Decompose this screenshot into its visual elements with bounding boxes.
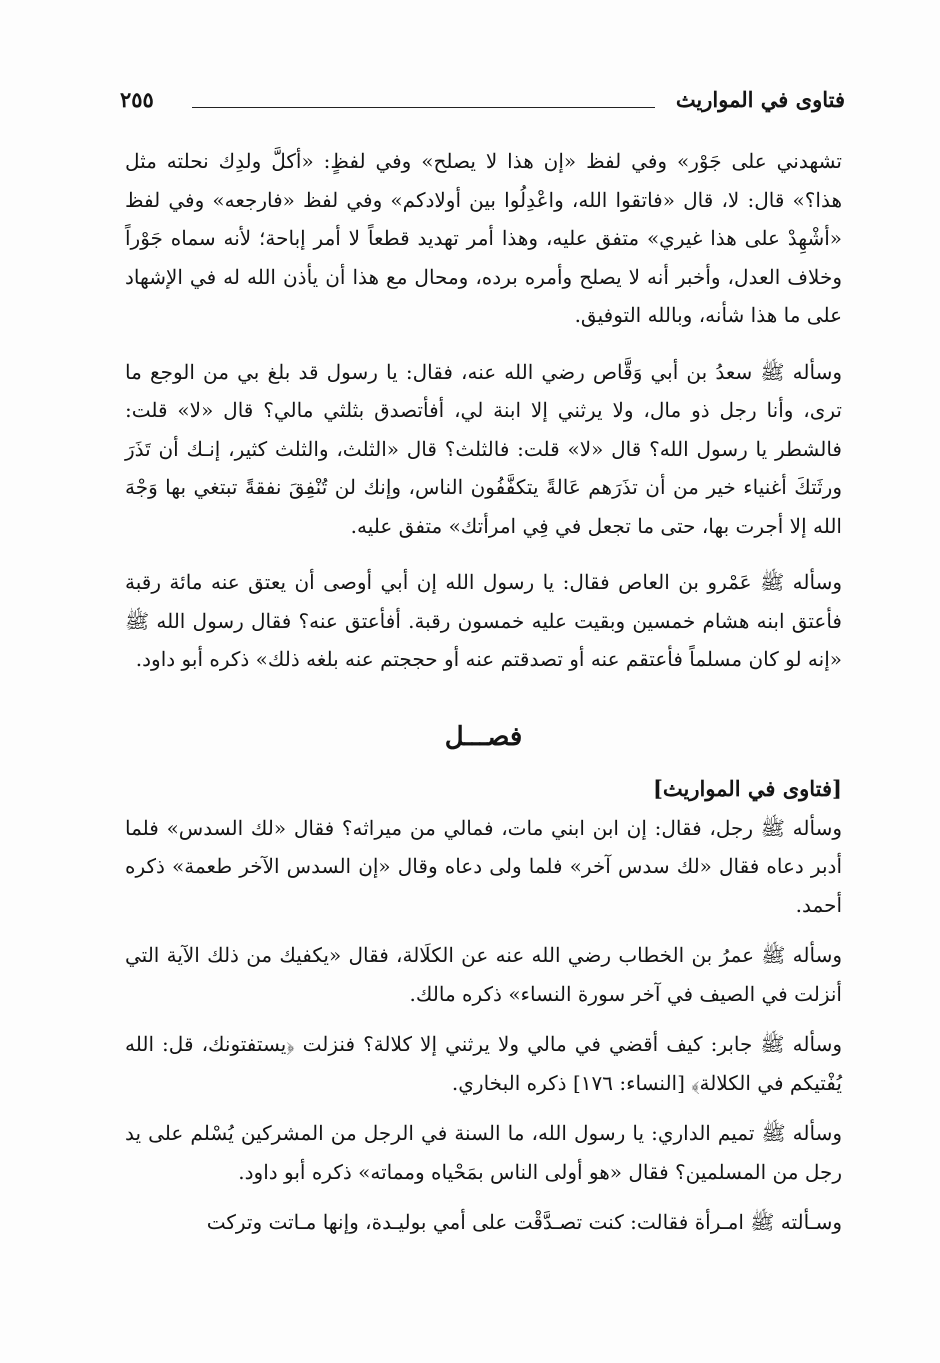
paragraph: وسأله ﷺ عمرُ بن الخطاب رضي الله عنه عن الكلَالة، فقال «يكفيك من ذلك الآية التي أنزلت في الصيف في آخر سورة النساء» ذكره مالك. bbox=[125, 943, 843, 1006]
header-rule bbox=[192, 107, 655, 108]
paragraph: وسأله ﷺ عَمْرو بن العاص فقال: يا رسول الله إن أبي أوصى أن يعتق عنه مائة رقبة فأعتق ابنه هشام خمسين وبقيت عليه خمسون رقبة. أفأعتق عنه؟ فقال رسول الله ﷺ «إنه لو كان مسلماً فأعتقم عنه أو تصدقتم عنه أو حججتم عنه بلغه ذلك» ذكره أبو داود. bbox=[125, 570, 842, 671]
page-header bbox=[120, 86, 845, 120]
paragraph: وسأله ﷺ جابر: كيف أقضي في مالي ولا يرثني إلا كلالة؟ فنزلت ﴿يستفتونك، قل: الله يُفْتيكم في الكلالة﴾ [النساء: ١٧٦] ذكره البخاري. bbox=[125, 1032, 842, 1095]
paragraph: وسأله ﷺ رجل، فقال: إن ابن ابني مات، فمالي من ميراثه؟ فقال «لك السدس» فلما أدبر دعاه فقال «لك سدس آخر» فلما ولى دعاه وقال «إن السدس الآخر طعمة» ذكره أحمد. bbox=[125, 815, 842, 917]
subsection-title: [فتاوى في المواريث] bbox=[652, 775, 842, 801]
paragraph: وسأله ﷺ سعدُ بن أبي وَقَّاص رضي الله عنه، فقال: يا رسول قد بلغ بي من الوجع ما ترى، وأنا رجل ذو مال، ولا يرثني إلا ابنة لي، أفأتصدق بثلثي مالي؟ قال «لا» قلت: فالشطر يا رسول الله؟ قال «لا» قلت: فالثلث؟ قال «الثلث، والثلث كثير، إنـك أن تَذَرَ ورثَتكَ أغنياء خير من أن تذَرَهم عَالةً يتكفَّفُون الناس، وإنك لن تُنْفِقَ نفقةً تبتغي بها وَجْهَ الله إلا أجرت بها، حتى ما تجعل في فِي امرأتك» متفق عليه. bbox=[125, 359, 842, 538]
page-number: ٢٥٥ bbox=[120, 87, 154, 112]
page-body bbox=[125, 142, 842, 1242]
paragraph: تشهدني على جَوْر» وفي لفظ «إن هذا لا يصلح» وفي لفظٍ: «أكلَّ ولدِك نحلته مثل هذا؟» قال: لا، قال «فاتقوا الله، واعْدِلُوا بين أولادكم» وفي لفظ «فارجعه» وفي لفظ «أشْهِدْ على هذا غيري» متفق عليه، وهذا أمر تهديد قطعاً لا أمر إباحة؛ لأنه سماه جَوْراً وخلاف العدل، وأخبر أنه لا يصلح وأمره برده، ومحال مع هذا أن يأذن الله له في الإشهاد على ما هذا شأنه، وبالله التوفيق. bbox=[125, 149, 842, 327]
running-title: فتاوى في المواريث bbox=[675, 87, 845, 112]
section-title: فصـــل bbox=[444, 721, 523, 752]
paragraph: وسـألته ﷺ امـرأة فقالت: كنت تصـدَّقْت على أمي بوليـدة، وإنها مـاتت وتركت bbox=[206, 1210, 842, 1234]
paragraph: وسأله ﷺ تميم الداري: يا رسول الله، ما السنة في الرجل من المشركين يُسْلم على يد رجل من المسلمين؟ فقال «هو أولى الناس بمَحْياه ومماته» ذكره أبو داود. bbox=[125, 1121, 842, 1184]
